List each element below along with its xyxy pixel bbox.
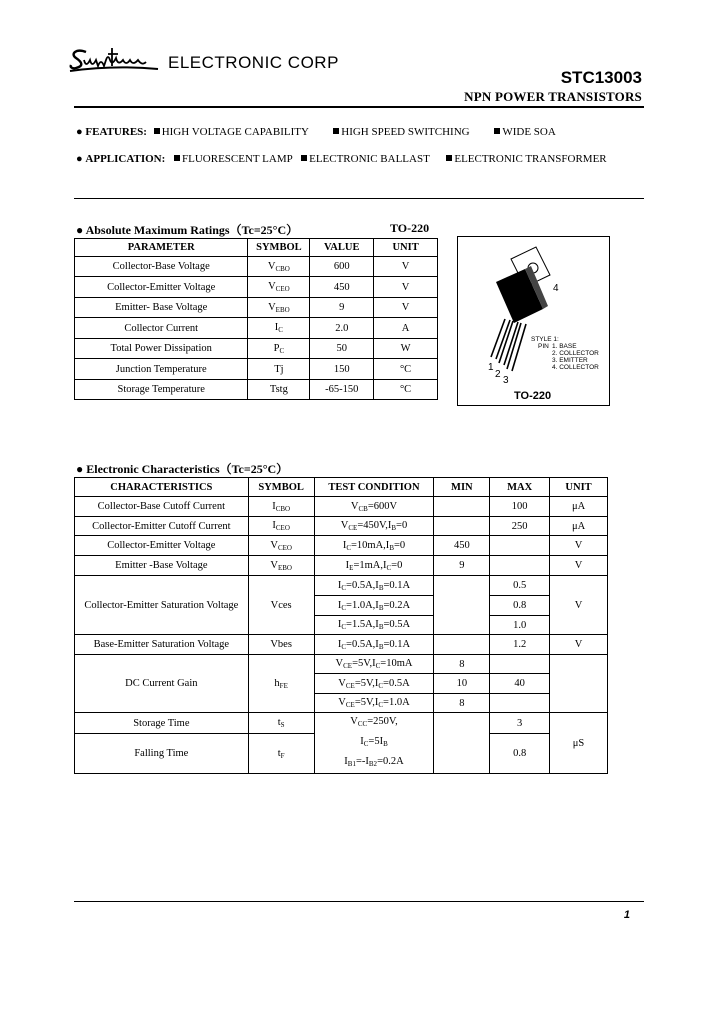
package-heading: TO-220	[390, 221, 430, 235]
company-name: ELECTRONIC CORP	[168, 53, 339, 72]
table-row: $V_{CE}=5V,I_C=0.5A$ 10 40	[75, 674, 608, 694]
table-row: Collector-Base Voltage $V_{CBO}$ 600 V	[75, 257, 438, 277]
feature-item: HIGH SPEED SWITCHING	[333, 126, 469, 138]
bullet-icon: ●	[76, 126, 83, 138]
application-line	[76, 153, 607, 165]
table-row: $V_{CE}=5V,I_C=1.0A$ 8	[75, 694, 608, 713]
square-bullet-icon	[446, 155, 452, 161]
table-row: Collector-Emitter Voltage $V_{CEO}$ 450 V	[75, 277, 438, 298]
svg-text:2. COLLECTOR: 2. COLLECTOR	[552, 350, 599, 357]
table-row: $I_C=1.5A,I_B=0.5A$ 1.0	[75, 616, 608, 635]
elec-title: ● Electronic Characteristics（Tc=25°C）	[76, 462, 289, 476]
application-label: APPLICATION:	[85, 153, 166, 165]
table-row: Collector-Base Cutoff Current $I_{CBO}$ $V_{CB}=600V$ 100 μA	[75, 497, 608, 517]
application-item: FLUORESCENT LAMP	[174, 153, 292, 165]
features-label: FEATURES:	[85, 126, 147, 138]
square-bullet-icon	[154, 128, 160, 134]
pin-label: 3	[503, 375, 509, 386]
table-row: DC Current Gain $h_{FE}$ $V_{CE}=5V,I_C=10mA$ 8	[75, 655, 608, 674]
application-item: ELECTRONIC BALLAST	[301, 153, 430, 165]
table-header-row: CHARACTERISTICS SYMBOL TEST CONDITION MIN MAX UNIT	[75, 478, 608, 497]
table-row: Storage Time $t_S$ $V_{CC}=250V$, $I_C=5I_B$ $I_{B1}=-I_{B2}=0.2A$ 3 μS	[75, 713, 608, 734]
header-rule	[74, 106, 644, 108]
part-subtitle: NPN POWER TRANSISTORS	[464, 89, 642, 104]
square-bullet-icon	[494, 128, 500, 134]
part-number: STC13003	[560, 68, 642, 87]
package-diagram	[457, 236, 610, 406]
table-row: Falling Time $t_F$ 0.8	[75, 734, 608, 774]
svg-text:1. BASE: 1. BASE	[552, 343, 577, 350]
section-rule	[74, 198, 644, 199]
svg-text:4. COLLECTOR: 4. COLLECTOR	[552, 364, 599, 371]
bullet-icon: ●	[76, 223, 84, 237]
pin-word: PIN	[538, 343, 549, 350]
bullet-icon: ●	[76, 462, 84, 476]
table-row: Collector Current $I_C$ 2.0 A	[75, 318, 438, 339]
square-bullet-icon	[174, 155, 180, 161]
style-title: STYLE 1:	[531, 336, 559, 343]
square-bullet-icon	[333, 128, 339, 134]
table-row: Storage Temperature Tstg -65-150 °C	[75, 380, 438, 400]
table-row: Junction Temperature Tj 150 °C	[75, 359, 438, 380]
table-row: Collector-Emitter Saturation Voltage Vces $I_C=0.5A,I_B=0.1A$ 0.5 V	[75, 576, 608, 596]
feature-item: WIDE SOA	[494, 126, 555, 138]
abs-max-title: ● Absolute Maximum Ratings（Tc=25°C）	[76, 223, 299, 237]
suntac-logo	[68, 44, 160, 74]
square-bullet-icon	[301, 155, 307, 161]
elec-table	[74, 477, 608, 774]
table-row: Total Power Dissipation $P_C$ 50 W	[75, 339, 438, 359]
to220-drawing	[458, 237, 609, 405]
pin-label: 2	[495, 369, 501, 380]
table-row: Collector-Emitter Voltage $V_{CEO}$ $I_C=10mA,I_B=0$ 450 V	[75, 536, 608, 556]
page-number: 1	[623, 909, 630, 921]
footer-rule	[74, 901, 644, 902]
tab-pin-label: 4	[553, 283, 559, 294]
table-row: Emitter -Base Voltage $V_{EBO}$ $I_E=1mA,I_C=0$ 9 V	[75, 556, 608, 576]
svg-text:3. EMITTER: 3. EMITTER	[552, 357, 588, 364]
table-header-row: PARAMETER SYMBOL VALUE UNIT	[75, 239, 438, 257]
pin-label: 1	[488, 362, 494, 373]
feature-item: HIGH VOLTAGE CAPABILITY	[154, 126, 309, 138]
table-row: Base-Emitter Saturation Voltage Vbes $I_C=0.5A,I_B=0.1A$ 1.2 V	[75, 635, 608, 655]
package-label: TO-220	[514, 390, 552, 402]
features-line	[76, 126, 556, 138]
application-item: ELECTRONIC TRANSFORMER	[446, 153, 606, 165]
abs-max-table	[74, 238, 438, 400]
table-row: Emitter- Base Voltage $V_{EBO}$ 9 V	[75, 298, 438, 318]
bullet-icon: ●	[76, 153, 83, 165]
table-row: Collector-Emitter Cutoff Current $I_{CEO}$ $V_{CE}=450V,I_B=0$ 250 μA	[75, 517, 608, 536]
table-row: $I_C=1.0A,I_B=0.2A$ 0.8	[75, 596, 608, 616]
